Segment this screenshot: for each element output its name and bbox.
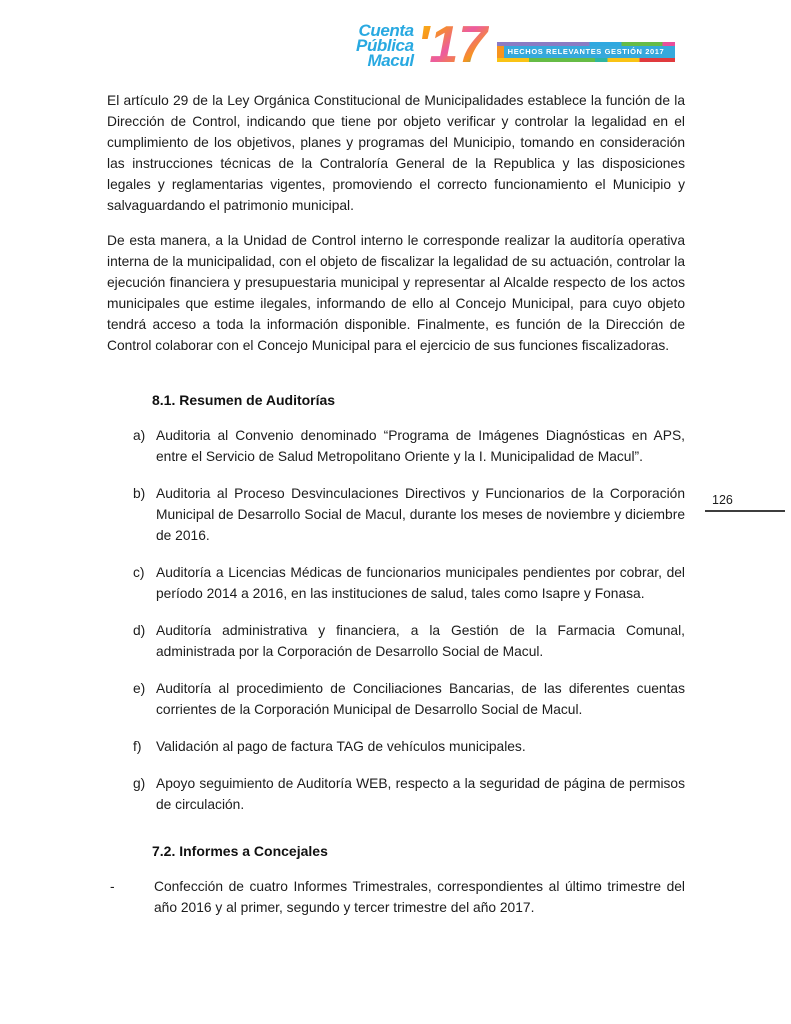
logo-year-text: '17: [416, 16, 487, 72]
paragraph: De esta manera, a la Unidad de Control interno le corresponde realizar la auditoría operativa interna de la municipalidad, con el objeto de fiscalizar la legalidad de su actuación, controlar la ejecución financiera y presupuestaria municipal y representar al Alcalde respecto de los actos municipales que estime ilegales, informando de ello al Concejo Municipal, para cuyo objeto tendrá acceso a toda la información disponible. Finalmente, es función de la Dirección de Control colaborar con el Concejo Municipal para el ejercicio de sus funciones fiscalizadoras.: [107, 233, 685, 353]
list-item-text: Validación al pago de factura TAG de vehículos municipales.: [156, 739, 526, 754]
page-number-rule: [705, 493, 785, 512]
list-item: [133, 620, 685, 662]
content-column: [107, 90, 685, 934]
list-item-label: a): [133, 428, 146, 443]
list-item-text: Confección de cuatro Informes Trimestrales, correspondientes al último trimestre del año 2016 y al primer, segundo y tercer trimestre del año 2017.: [154, 879, 685, 915]
list-item-label: -: [110, 879, 115, 894]
list-item: [110, 876, 685, 918]
list-item: [133, 736, 685, 757]
list-item-text: Auditoria al Proceso Desvinculaciones Directivos y Funcionarios de la Corporación Municipal de Desarrollo Social de Macul, durante los meses de noviembre y diciembre de 2016.: [156, 486, 685, 543]
list-item-label: c): [133, 565, 145, 580]
logo-year-17: [415, 14, 489, 72]
list-item: [133, 678, 685, 720]
banner-band: [497, 46, 675, 58]
list-item-label: d): [133, 623, 146, 638]
banner-label: HECHOS RELEVANTES GESTIÓN 2017: [507, 47, 665, 57]
section-heading-informes: 7.2. Informes a Concejales: [152, 843, 328, 859]
list-item-text: Auditoria al Convenio denominado “Programa de Imágenes Diagnósticas en APS, entre el Servicio de Salud Metropolitano Oriente y la I. Municipalidad de Macul”.: [156, 428, 685, 464]
list-item-label: b): [133, 486, 146, 501]
cuenta-publica-logo: [356, 14, 489, 72]
list-item-label: e): [133, 681, 146, 696]
logo-word-cuenta: Cuenta: [358, 21, 414, 40]
list-item-label: g): [133, 776, 146, 791]
list-item: [133, 562, 685, 604]
paragraph: El artículo 29 de la Ley Orgánica Constitucional de Municipalidades establece la función de la Dirección de Control, indicando que tiene por objeto verificar y controlar la legalidad en el cumplimiento de los objetivos, planes y programas del Municipio, tomando en consideración las instrucciones técnicas de la Contraloría General de la Republica y las disposiciones legales y reglamentarias vigentes, promoviendo el correcto funcionamiento el Municipio y salvaguardando el patrimonio municipal.: [107, 93, 685, 213]
page-number: 126: [712, 493, 733, 507]
list-item: [133, 773, 685, 815]
list-item-text: Auditoría a Licencias Médicas de funcionarios municipales pendientes por cobrar, del período 2014 a 2016, en las instituciones de salud, tales como Isapre y Fonasa.: [156, 565, 685, 601]
section-heading-audits: 8.1. Resumen de Auditorías: [152, 392, 336, 408]
logo-word-macul: Macul: [367, 51, 414, 70]
list-item: [133, 425, 685, 467]
list-item-text: Apoyo seguimiento de Auditoría WEB, respecto a la seguridad de página de permisos de circulación.: [156, 776, 685, 812]
logo-wordmark: [356, 23, 414, 68]
banner-stripe-bottom: [497, 58, 675, 62]
list-item-label: f): [133, 739, 142, 754]
list-item-text: Auditoría al procedimiento de Conciliaciones Bancarias, de las diferentes cuentas corrientes de la Corporación Municipal de Desarrollo Social de Macul.: [156, 681, 685, 717]
logo-word-publica: Pública: [356, 36, 414, 55]
banner: [497, 42, 675, 62]
list-item: [133, 483, 685, 546]
list-item-text: Auditoría administrativa y financiera, a la Gestión de la Farmacia Comunal, administrada por la Corporación de Desarrollo Social de Macul.: [156, 623, 685, 659]
